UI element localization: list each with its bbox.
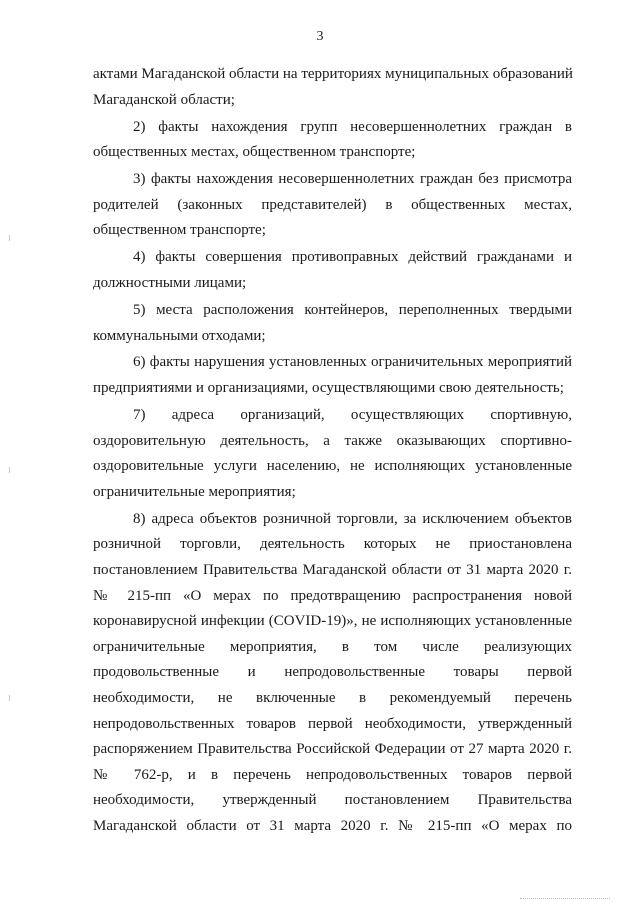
text-line: непродовольственных товаров первой необходимости, утвержденный [93,715,572,732]
text-line: 6) факты нарушения установленных ограничительных мероприятий [133,354,572,371]
text-line: необходимости, не включенные в рекомендуемый перечень [93,689,572,706]
text-line: 2) факты нахождения групп несовершеннолетних граждан в [133,118,572,135]
text-line: 4) факты совершения противоправных действий гражданами и [133,249,572,266]
scan-margin-mark [9,467,10,473]
scan-margin-mark [9,695,10,701]
document-body [93,62,572,840]
text-line: оздоровительную деятельность, а также оказывающих спортивно- [93,432,572,449]
page-number: 3 [316,29,324,44]
text-line: Магаданской области от 31 марта 2020 г. № 215-пп «О мерах по [93,817,572,834]
text-line: общественных местах, общественном транспорте; [93,144,416,161]
text-line: № 762-р, и в перечень непродовольственных товаров первой [93,766,572,783]
text-line: 8) адреса объектов розничной торговли, за исключением объектов [133,510,572,527]
paragraph [93,167,572,244]
text-line: № 215-пп «О мерах по предотвращению распространения новой [93,587,572,604]
text-line: постановлением Правительства Магаданской области от 31 марта 2020 г. [93,562,572,579]
scan-artifact [520,896,610,899]
text-line: коронавирусной инфекции (COVID-19)», не исполняющих установленные [93,613,572,630]
text-line: должностными лицами; [93,274,247,291]
paragraph [93,298,572,349]
text-line: коммунальными отходами; [93,327,266,344]
text-line: актами Магаданской области на территориях муниципальных образований [93,66,573,82]
text-line: Магаданской области; [93,91,235,108]
paragraph [93,507,572,840]
paragraph [93,350,572,401]
paragraph [93,115,572,166]
text-line: 7) адреса организаций, осуществляющих спортивную, [133,407,572,424]
text-line: оздоровительные услуги населению, не исполняющих установленные [93,458,572,475]
text-line: необходимости, утвержденный постановлением Правительства [93,792,572,809]
paragraph [93,403,572,505]
text-line: распоряжением Правительства Российской Федерации от 27 марта 2020 г. [93,741,572,758]
text-line: ограничительные мероприятия, в том числе реализующих [93,638,572,655]
text-line: продовольственные и непродовольственные товары первой [93,664,572,681]
text-line: розничной торговли, деятельность которых не приостановлена [93,536,572,553]
text-line: 3) факты нахождения несовершеннолетних граждан без присмотра [133,171,572,188]
text-line: родителей (законных представителей) в общественных местах, [93,196,572,213]
text-line: 5) места расположения контейнеров, переполненных твердыми [133,301,572,318]
scan-margin-mark [9,235,10,241]
text-line: общественном транспорте; [93,222,266,239]
paragraph [93,245,572,296]
text-line: ограничительные мероприятия; [93,483,296,500]
text-line: предприятиями и организациями, осуществляющими свою деятельность; [93,380,564,397]
paragraph [93,62,572,113]
